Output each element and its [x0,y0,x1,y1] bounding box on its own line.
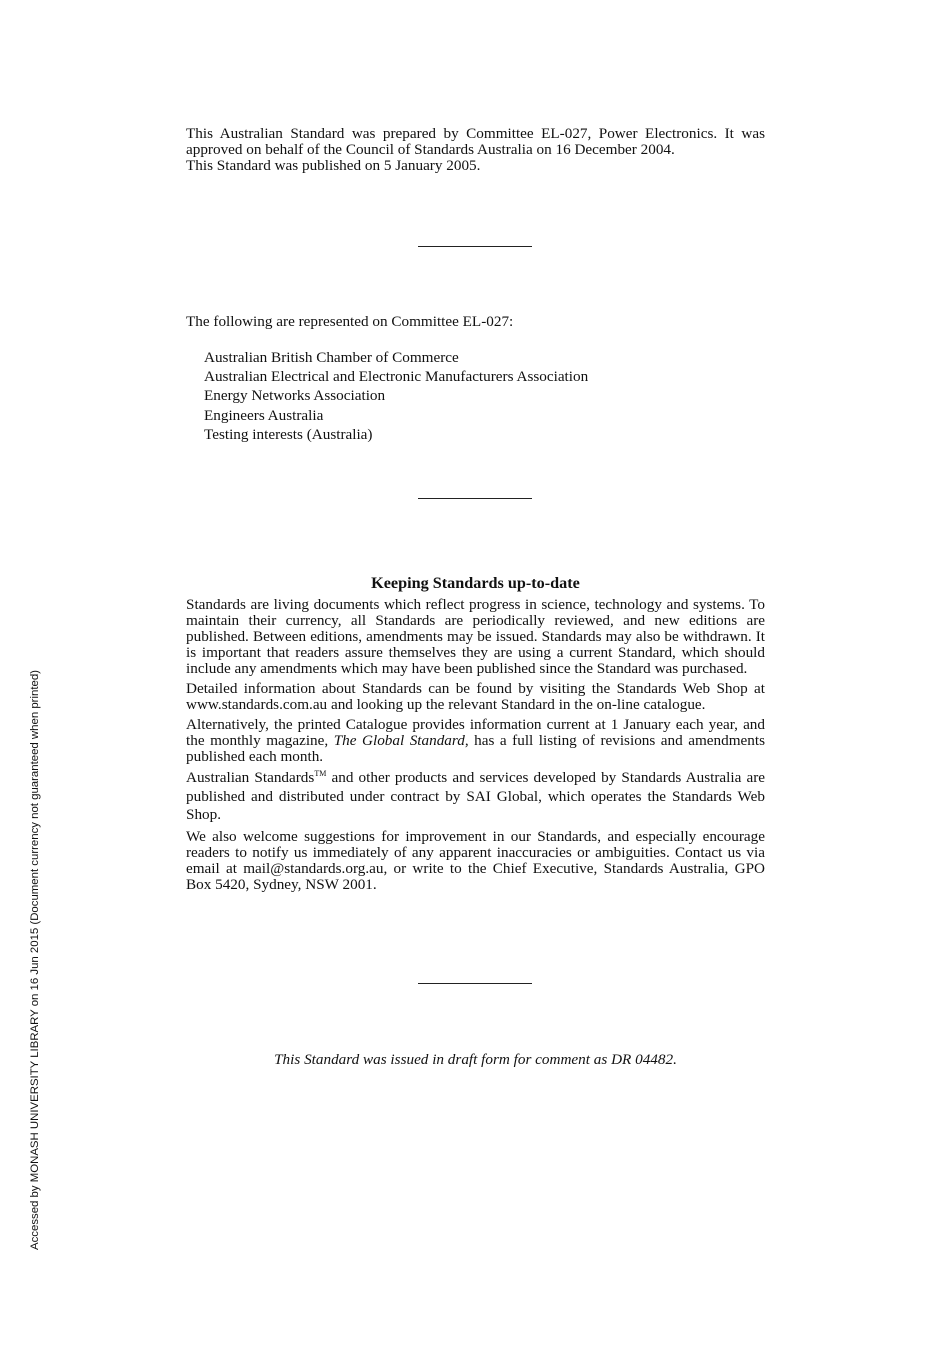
committee-member: Australian British Chamber of Commerce [204,349,459,366]
catalogue-text-start: Alternatively, the printed Catalogue provides information current at 1 January each year, and the monthly magazine, [186,716,765,749]
committee-member: Engineers Australia [204,406,324,424]
committee-intro: The following are represented on Committee EL-027: [186,313,514,330]
paragraph-catalogue [186,717,765,765]
draft-note: This Standard was issued in draft form for comment as DR 04482. [274,1051,677,1068]
committee-member: Testing interests (Australia) [204,425,373,443]
section-divider [418,498,532,499]
keeping-standards-body [186,597,765,897]
paragraph-living-documents: Standards are living documents which reflect progress in science, technology and systems. To maintain their currency, all Standards are periodically reviewed, and new editions are published. Between editions, amendments may be issued. Standards may also be withdrawn. It is important that readers assure themselves they are using a current Standard, which should include any amendments which may have been published since the Standard was purchased. [186,596,765,677]
magazine-title: The Global Standard [333,732,465,749]
paragraph-web-shop: Detailed information about Standards can be found by visiting the Standards Web Shop at www.standards.com.au and looking up the relevant Standard in the on-line catalogue. [186,680,765,713]
access-watermark: Accessed by MONASH UNIVERSITY LIBRARY on 16 Jun 2015 (Document currency not guaranteed when printed) [29,670,41,1250]
section-divider [418,246,532,247]
trademark-mark: TM [314,768,327,778]
paragraph-sai-global [186,769,765,825]
committee-member-list [204,348,588,444]
approval-statement: This Australian Standard was prepared by Committee EL-027, Power Electronics. It was approved on behalf of the Council of Standards Australia on 16 December 2004. [186,125,765,158]
sai-text-end: and other products and services developed by Standards Australia are published and distributed under contract by SAI Global, which operates the Standards Web Shop. [186,769,765,823]
publication-statement: This Standard was published on 5 January 2005. [186,157,481,174]
paragraph-suggestions: We also welcome suggestions for improvement in our Standards, and especially encourage readers to notify us immediately of any apparent inaccuracies or ambiguities. Contact us via email at mail@standards.org.au, or write to the Chief Executive, Standards Australia, GPO Box 5420, Sydney, NSW 2001. [186,827,765,893]
section-divider [418,983,532,984]
keeping-standards-heading: Keeping Standards up-to-date [371,574,580,592]
sai-text-start: Australian Standards [186,769,315,786]
intro-block [186,126,765,174]
catalogue-text-end: , has a full listing of revisions and amendments published each month. [186,732,766,765]
committee-member: Australian Electrical and Electronic Manufacturers Association [204,368,589,386]
committee-member: Energy Networks Association [204,387,386,405]
